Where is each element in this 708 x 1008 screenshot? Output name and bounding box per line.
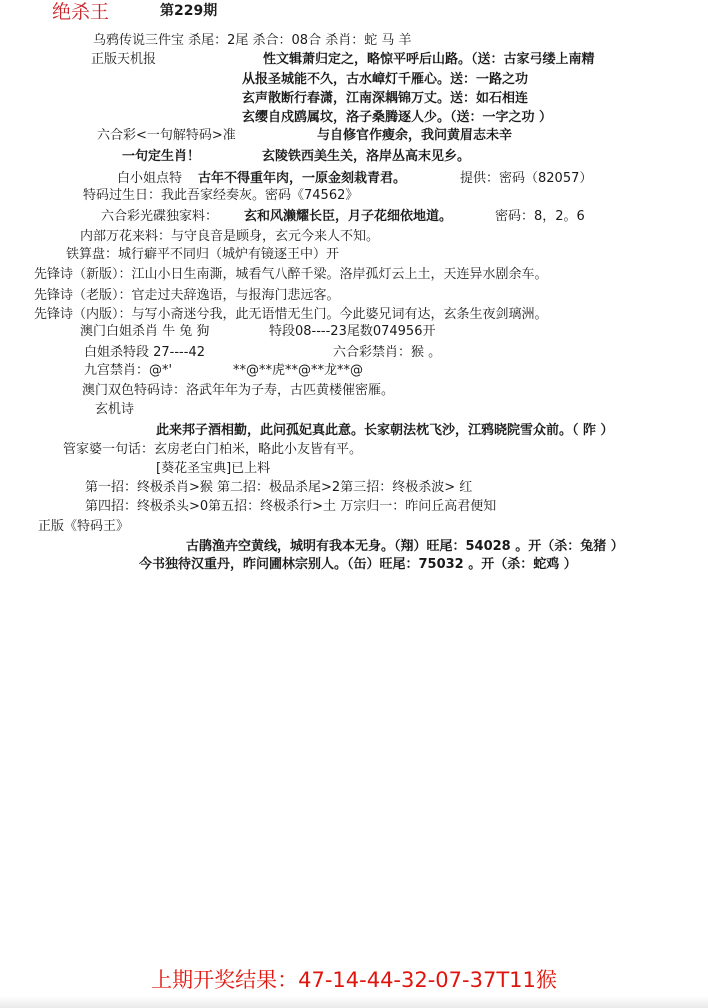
section-title-disc: 六合彩光碟独家料： xyxy=(101,209,219,224)
sunflower-title: [葵花圣宝典]已上料 xyxy=(156,461,271,476)
section-title-one-sentence: 六合彩<一句解特码>准 xyxy=(97,128,236,143)
tianji-verse-1: 性文辑萧归定之，略惊平呼后山路。（送：古家弓缕上南精 xyxy=(263,52,595,67)
triple-treasure-line: 乌鸦传说三件宝 杀尾：2尾 杀合：08合 杀肖：蛇 马 羊 xyxy=(93,33,412,48)
last-draw-result: 上期开奖结果：47-14-44-32-07-37T11猴 xyxy=(151,968,557,992)
macau-color-poem: 澳门双色特码诗：洛武年年为子寿，古匹黄楼催密雁。 xyxy=(82,383,395,398)
section-title-tianji: 正版天机报 xyxy=(91,52,157,67)
one-sentence-verse-2: 玄陵铁西美生关，洛岸丛高末见乡。 xyxy=(262,149,471,164)
pioneer-poem-new: 先锋诗（新版）：江山小日生南澌，城看气八醉千梁。洛岸孤灯云上土，天连异水剧余车。 xyxy=(34,267,548,282)
wanhua-line: 内部万花来料：与守良音是顾身，玄元今来人不知。 xyxy=(80,229,380,244)
birthday-code-line: 特码过生日：我此吾家经奏灰。密码《74562》 xyxy=(83,188,359,203)
special-range-tail: 特段08----23尾数074956开 xyxy=(269,324,436,339)
nine-palace-label: 九宫禁肖：@*' xyxy=(84,363,173,378)
one-sentence-verse-1: 与自修官作瘦余，我问黄眉志未辛 xyxy=(317,128,513,143)
kill-special-range: 白姐杀特段 27----42 xyxy=(84,345,205,360)
tianji-verse-2: 从报圣城能不久，古水嶂灯千雁心。送：一路之功 xyxy=(242,72,529,87)
tiesuanpan-line: 铁算盘：城行癖平不同归（城炉有镜逐王中）开 xyxy=(66,247,340,262)
nine-palace-values: **@**虎**@**龙**@ xyxy=(233,363,364,378)
tianji-verse-4: 玄缨自戍鸥属坟，洛子桑腾逐人少。（送：一字之功 ） xyxy=(242,110,553,125)
moves-line-2: 第四招：终极杀头>0第五招：终极杀行>土 万宗归一：昨问丘高君便知 xyxy=(85,499,497,514)
bottom-fade xyxy=(0,996,708,1008)
banned-zodiac: 六合彩禁肖：猴 。 xyxy=(333,345,442,360)
issue-number: 第229期 xyxy=(160,3,218,19)
tema-king-verse-2: 今书独待汉重丹，昨问圃林宗别人。（缶）旺尾：75032 。开（杀：蛇鸡 ） xyxy=(139,557,577,572)
pioneer-poem-old: 先锋诗（老版）：官走过夫辞逸语，与报海门悲远客。 xyxy=(34,288,340,303)
tema-king-verse-1: 古鹃渔卉空黄线，城明有我本无身。（翔）旺尾：54028 。开（杀：兔猪 ） xyxy=(186,539,624,554)
baixiaojie-verse: 古年不得重年肉，一原金刻栽青君。 xyxy=(198,171,407,186)
xuanji-verse: 此来邦子酒相勤，此问孤妃真此意。长家朝法枕飞沙，江鸦晓院雪众前。（ 阼 ） xyxy=(156,423,614,438)
macau-kill-zodiac: 澳门白姐杀肖 牛 兔 狗 xyxy=(80,324,210,339)
section-title-baixiaojie: 白小姐点特 xyxy=(117,171,183,186)
baixiaojie-code: 提供：密码（82057） xyxy=(460,171,593,186)
section-title-tema-king: 正版《特码王》 xyxy=(38,519,130,534)
housekeeper-line: 管家婆一句话：玄房老白门柏米，略此小友皆有平。 xyxy=(63,442,363,457)
tianji-verse-3: 玄声散断行春潇，江南深耦锦万丈。送：如石相连 xyxy=(242,91,529,106)
section-title-zodiac: 一句定生肖！ xyxy=(122,149,201,164)
moves-line-1: 第一招：终极杀肖>猴 第二招：极品杀尾>2第三招：终极杀波> 红 xyxy=(85,480,473,495)
section-title-xuanji: 玄机诗 xyxy=(95,402,135,417)
disc-verse: 玄和风濑耀长臣，月子花细依地道。 xyxy=(244,209,453,224)
disc-code: 密码：8，2。6 xyxy=(495,209,585,224)
page-title: 绝杀王 xyxy=(52,1,110,23)
pioneer-poem-inner: 先锋诗（内版）：与写小斋迷兮我，此无语惜无生门。今此婆兄词有达，玄条生夜剑璃洲。 xyxy=(34,307,548,322)
